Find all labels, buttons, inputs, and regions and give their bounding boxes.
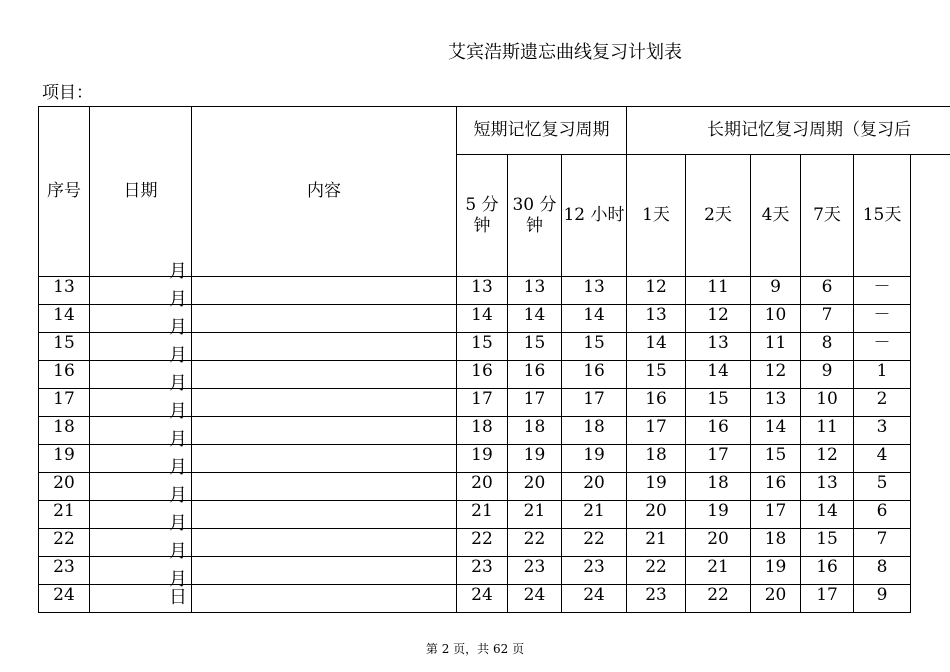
row-h12: 21: [562, 501, 627, 529]
row-d1: 14: [627, 333, 686, 361]
header-row-1: [39, 107, 950, 155]
row-d4: 19: [751, 557, 801, 585]
row-d1: 20: [627, 501, 686, 529]
review-plan-table: [38, 106, 950, 615]
row-d4: 15: [751, 445, 801, 473]
row-m5: 17: [457, 389, 508, 417]
row-d15: －: [854, 333, 911, 361]
row-d15: 7: [854, 529, 911, 557]
row-d2: 13: [686, 333, 751, 361]
row-m5: 20: [457, 473, 508, 501]
row-h12: 17: [562, 389, 627, 417]
row-d7: 6: [801, 277, 854, 305]
row-d1: 22: [627, 557, 686, 585]
row-d15: 6: [854, 501, 911, 529]
row-d1: 16: [627, 389, 686, 417]
row-d4: 17: [751, 501, 801, 529]
row-d15: 8: [854, 557, 911, 585]
row-d4: 10: [751, 305, 801, 333]
row-seq: 20: [39, 473, 90, 501]
row-d7: 7: [801, 305, 854, 333]
row-content[interactable]: [192, 389, 457, 417]
header-12h: 12 小时: [562, 155, 627, 277]
row-d7: 8: [801, 333, 854, 361]
row-h12: 14: [562, 305, 627, 333]
row-d2: 16: [686, 417, 751, 445]
row-h12: 19: [562, 445, 627, 473]
date-fragment: 月: [169, 569, 187, 590]
header-content: 内容: [192, 107, 457, 277]
row-m5: 22: [457, 529, 508, 557]
date-fragment: 月: [169, 513, 187, 534]
row-seq: 18: [39, 417, 90, 445]
row-d7: 15: [801, 529, 854, 557]
header-long-term: 长期记忆复习周期（复习后: [627, 107, 950, 155]
row-m30: 22: [508, 529, 562, 557]
row-d4: 14: [751, 417, 801, 445]
row-d1: 13: [627, 305, 686, 333]
row-d7: 9: [801, 361, 854, 389]
row-m5: 14: [457, 305, 508, 333]
row-d1: 17: [627, 417, 686, 445]
row-d2: 21: [686, 557, 751, 585]
header-30min: 30 分钟: [508, 155, 562, 277]
row-d2: 19: [686, 501, 751, 529]
row-h12: 16: [562, 361, 627, 389]
row-m5: 23: [457, 557, 508, 585]
row-d7: 14: [801, 501, 854, 529]
header-seq: 序号: [39, 107, 90, 277]
row-h12: 15: [562, 333, 627, 361]
row-d7: 13: [801, 473, 854, 501]
row-m30: 13: [508, 277, 562, 305]
row-date[interactable]: [90, 569, 192, 613]
row-m5: 19: [457, 445, 508, 473]
row-content[interactable]: [192, 585, 457, 613]
row-content[interactable]: [192, 305, 457, 333]
row-seq: 24: [39, 585, 90, 613]
row-content[interactable]: [192, 501, 457, 529]
project-label: 项目：: [42, 83, 93, 103]
header-short-term: 短期记忆复习周期: [457, 107, 627, 155]
row-m5: 16: [457, 361, 508, 389]
row-seq: 16: [39, 361, 90, 389]
row-d7: 11: [801, 417, 854, 445]
row-d15: 1: [854, 361, 911, 389]
row-m30: 15: [508, 333, 562, 361]
page-title: 艾宾浩斯遗忘曲线复习计划表: [448, 42, 682, 63]
row-content[interactable]: [192, 333, 457, 361]
date-fragment: 月: [169, 261, 187, 282]
row-d15: 4: [854, 445, 911, 473]
row-m30: 24: [508, 585, 562, 613]
row-d4: 20: [751, 585, 801, 613]
header-4day: 4天: [751, 155, 801, 277]
row-seq: 19: [39, 445, 90, 473]
row-m30: 14: [508, 305, 562, 333]
row-m30: 19: [508, 445, 562, 473]
row-m5: 13: [457, 277, 508, 305]
header-2day: 2天: [686, 155, 751, 277]
row-seq: 14: [39, 305, 90, 333]
row-d15: －: [854, 305, 911, 333]
row-d1: 19: [627, 473, 686, 501]
row-d2: 15: [686, 389, 751, 417]
row-d2: 20: [686, 529, 751, 557]
date-fragment: 月: [169, 317, 187, 338]
row-d1: 18: [627, 445, 686, 473]
date-fragment: 月: [169, 541, 187, 562]
row-d15: 5: [854, 473, 911, 501]
row-d4: 16: [751, 473, 801, 501]
row-h12: 20: [562, 473, 627, 501]
row-d1: 23: [627, 585, 686, 613]
date-fragment: 月: [169, 401, 187, 422]
row-seq: 15: [39, 333, 90, 361]
row-m5: 18: [457, 417, 508, 445]
row-d2: 18: [686, 473, 751, 501]
row-d4: 13: [751, 389, 801, 417]
row-m30: 18: [508, 417, 562, 445]
row-d7: 16: [801, 557, 854, 585]
date-fragment: 月: [169, 289, 187, 310]
row-d1: 12: [627, 277, 686, 305]
header-5min: 5 分钟: [457, 155, 508, 277]
row-seq: 17: [39, 389, 90, 417]
row-d15: 9: [854, 585, 911, 613]
page-footer: 第 2 页，共 62 页: [425, 642, 525, 656]
row-d4: 11: [751, 333, 801, 361]
row-m30: 23: [508, 557, 562, 585]
row-seq: 23: [39, 557, 90, 585]
date-fragment: 月: [169, 457, 187, 478]
row-d15: 2: [854, 389, 911, 417]
row-content[interactable]: [192, 473, 457, 501]
row-content[interactable]: [192, 529, 457, 557]
row-d2: 14: [686, 361, 751, 389]
row-d1: 21: [627, 529, 686, 557]
row-h12: 13: [562, 277, 627, 305]
row-m30: 20: [508, 473, 562, 501]
row-m30: 21: [508, 501, 562, 529]
row-m5: 24: [457, 585, 508, 613]
row-content[interactable]: [192, 361, 457, 389]
row-m5: 15: [457, 333, 508, 361]
row-d1: 15: [627, 361, 686, 389]
row-h12: 23: [562, 557, 627, 585]
date-fragment: 月: [169, 345, 187, 366]
row-d2: 17: [686, 445, 751, 473]
header-date: 日期: [90, 107, 192, 277]
date-fragment: 日: [169, 587, 187, 608]
row-d2: 11: [686, 277, 751, 305]
header-7day: 7天: [801, 155, 854, 277]
date-fragment: 月: [169, 429, 187, 450]
date-fragment: 月: [169, 485, 187, 506]
row-d4: 9: [751, 277, 801, 305]
row-d15: －: [854, 277, 911, 305]
row-d2: 12: [686, 305, 751, 333]
row-d4: 12: [751, 361, 801, 389]
row-content[interactable]: [192, 557, 457, 585]
row-d15: 3: [854, 417, 911, 445]
row-d7: 12: [801, 445, 854, 473]
row-d2: 22: [686, 585, 751, 613]
row-content[interactable]: [192, 445, 457, 473]
row-seq: 21: [39, 501, 90, 529]
row-m30: 16: [508, 361, 562, 389]
row-seq: 13: [39, 277, 90, 305]
header-1day: 1天: [627, 155, 686, 277]
header-15day: 15天: [854, 155, 911, 277]
row-h12: 22: [562, 529, 627, 557]
row-h12: 24: [562, 585, 627, 613]
date-fragment: 月: [169, 373, 187, 394]
row-d4: 18: [751, 529, 801, 557]
table-row: [39, 585, 950, 613]
row-content[interactable]: [192, 277, 457, 305]
row-seq: 22: [39, 529, 90, 557]
row-d7: 10: [801, 389, 854, 417]
row-content[interactable]: [192, 417, 457, 445]
row-m5: 21: [457, 501, 508, 529]
row-m30: 17: [508, 389, 562, 417]
row-h12: 18: [562, 417, 627, 445]
row-d7: 17: [801, 585, 854, 613]
